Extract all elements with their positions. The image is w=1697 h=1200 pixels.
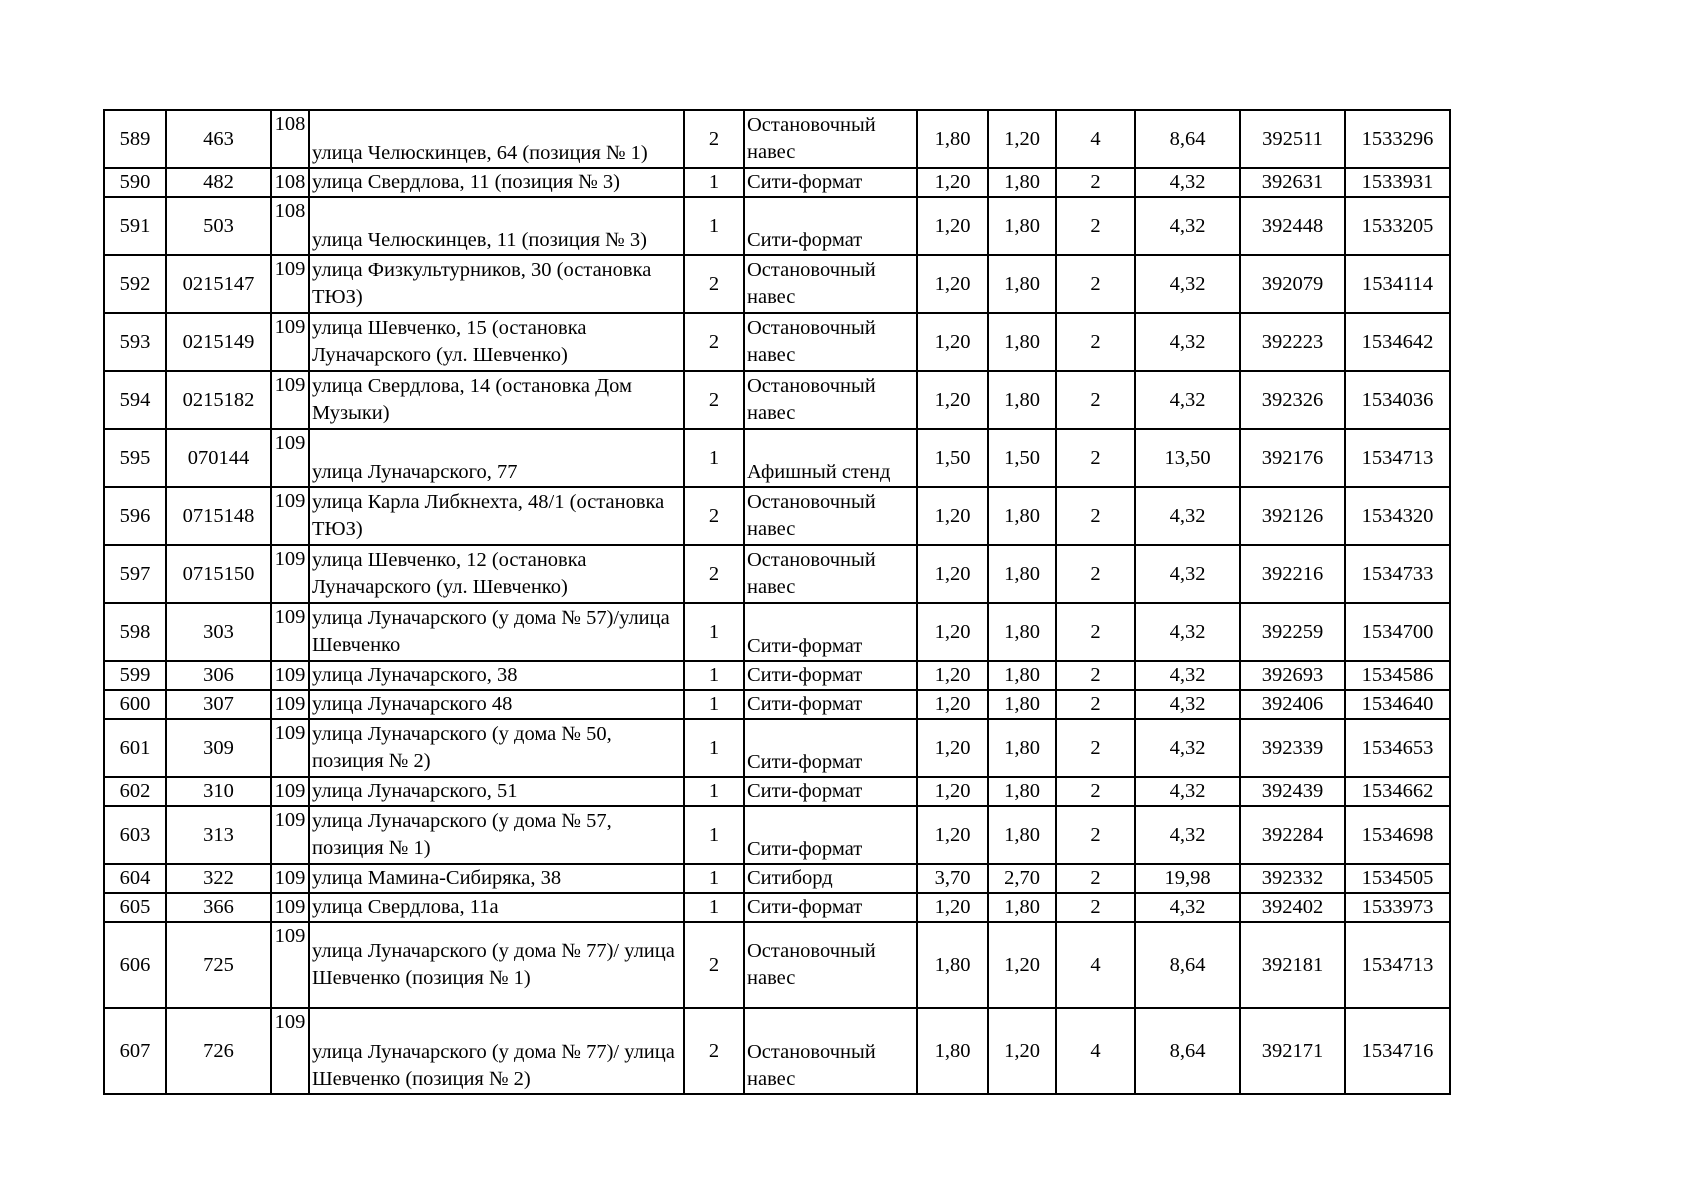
zone-number: 109 [271, 893, 309, 922]
area-value: 4,32 [1135, 719, 1240, 777]
height-value: 1,80 [988, 313, 1056, 371]
coord-y: 1534640 [1345, 690, 1450, 719]
table-row [104, 922, 1450, 1008]
data-table [103, 109, 1451, 1095]
address-cell: улица Свердлова, 11 (позиция № 3) [309, 168, 684, 197]
coord-y: 1534698 [1345, 806, 1450, 864]
sides-count: 1 [684, 690, 744, 719]
width-value: 1,80 [917, 1008, 988, 1094]
row-number: 593 [104, 313, 166, 371]
area-value: 4,32 [1135, 806, 1240, 864]
width-value: 1,20 [917, 893, 988, 922]
zone-number: 108 [271, 197, 309, 255]
table-row [104, 777, 1450, 806]
height-value: 1,80 [988, 487, 1056, 545]
sides-count: 1 [684, 603, 744, 661]
coord-x: 392181 [1240, 922, 1345, 1008]
surfaces-count: 2 [1056, 864, 1135, 893]
coord-y: 1534662 [1345, 777, 1450, 806]
coord-x: 392339 [1240, 719, 1345, 777]
address-cell: улица Луначарского, 77 [309, 429, 684, 487]
construction-type: Афишный стенд [744, 429, 917, 487]
area-value: 4,32 [1135, 603, 1240, 661]
construction-type: Сити-формат [744, 777, 917, 806]
area-value: 4,32 [1135, 371, 1240, 429]
width-value: 1,20 [917, 661, 988, 690]
height-value: 1,80 [988, 893, 1056, 922]
coord-x: 392402 [1240, 893, 1345, 922]
address-cell: улица Луначарского (у дома № 57)/улица Шевченко [309, 603, 684, 661]
sides-count: 2 [684, 922, 744, 1008]
zone-number: 109 [271, 371, 309, 429]
coord-x: 392216 [1240, 545, 1345, 603]
zone-number: 109 [271, 255, 309, 313]
sides-count: 2 [684, 313, 744, 371]
sides-count: 1 [684, 777, 744, 806]
surfaces-count: 2 [1056, 197, 1135, 255]
zone-number: 109 [271, 719, 309, 777]
table-row [104, 719, 1450, 777]
height-value: 1,20 [988, 1008, 1056, 1094]
table-row [104, 864, 1450, 893]
coord-x: 392511 [1240, 110, 1345, 168]
row-number: 598 [104, 603, 166, 661]
width-value: 1,20 [917, 371, 988, 429]
row-number: 594 [104, 371, 166, 429]
table-row [104, 255, 1450, 313]
surfaces-count: 4 [1056, 1008, 1135, 1094]
table-row [104, 806, 1450, 864]
height-value: 1,20 [988, 110, 1056, 168]
construction-type: Остановочный навес [744, 922, 917, 1008]
table-row [104, 313, 1450, 371]
coord-y: 1534733 [1345, 545, 1450, 603]
width-value: 1,20 [917, 806, 988, 864]
surfaces-count: 2 [1056, 661, 1135, 690]
address-cell: улица Физкультурников, 30 (остановка ТЮЗ) [309, 255, 684, 313]
coord-y: 1533205 [1345, 197, 1450, 255]
row-number: 603 [104, 806, 166, 864]
sides-count: 2 [684, 487, 744, 545]
table-row [104, 603, 1450, 661]
zone-number: 109 [271, 806, 309, 864]
sides-count: 1 [684, 197, 744, 255]
row-number: 605 [104, 893, 166, 922]
width-value: 1,20 [917, 719, 988, 777]
coord-y: 1533931 [1345, 168, 1450, 197]
row-number: 591 [104, 197, 166, 255]
coord-y: 1534036 [1345, 371, 1450, 429]
width-value: 1,20 [917, 313, 988, 371]
sides-count: 1 [684, 661, 744, 690]
object-code: 463 [166, 110, 271, 168]
coord-y: 1534505 [1345, 864, 1450, 893]
height-value: 2,70 [988, 864, 1056, 893]
surfaces-count: 2 [1056, 806, 1135, 864]
object-code: 0215182 [166, 371, 271, 429]
height-value: 1,80 [988, 545, 1056, 603]
row-number: 597 [104, 545, 166, 603]
area-value: 13,50 [1135, 429, 1240, 487]
coord-x: 392176 [1240, 429, 1345, 487]
zone-number: 109 [271, 545, 309, 603]
address-cell: улица Луначарского (у дома № 50, позиция № 2) [309, 719, 684, 777]
coord-x: 392259 [1240, 603, 1345, 661]
coord-x: 392693 [1240, 661, 1345, 690]
zone-number: 108 [271, 168, 309, 197]
coord-y: 1533973 [1345, 893, 1450, 922]
height-value: 1,80 [988, 777, 1056, 806]
height-value: 1,80 [988, 197, 1056, 255]
object-code: 313 [166, 806, 271, 864]
coord-y: 1533296 [1345, 110, 1450, 168]
coord-y: 1534700 [1345, 603, 1450, 661]
area-value: 19,98 [1135, 864, 1240, 893]
sides-count: 2 [684, 1008, 744, 1094]
surfaces-count: 2 [1056, 777, 1135, 806]
height-value: 1,20 [988, 922, 1056, 1008]
area-value: 8,64 [1135, 922, 1240, 1008]
row-number: 592 [104, 255, 166, 313]
area-value: 4,32 [1135, 197, 1240, 255]
coord-x: 392079 [1240, 255, 1345, 313]
table-row [104, 690, 1450, 719]
construction-type: Остановочный навес [744, 487, 917, 545]
table-row [104, 661, 1450, 690]
surfaces-count: 2 [1056, 603, 1135, 661]
surfaces-count: 2 [1056, 893, 1135, 922]
coord-x: 392126 [1240, 487, 1345, 545]
zone-number: 109 [271, 661, 309, 690]
coord-y: 1534713 [1345, 429, 1450, 487]
height-value: 1,80 [988, 255, 1056, 313]
construction-type: Остановочный навес [744, 1008, 917, 1094]
table-row [104, 110, 1450, 168]
address-cell: улица Луначарского, 51 [309, 777, 684, 806]
object-code: 503 [166, 197, 271, 255]
row-number: 589 [104, 110, 166, 168]
construction-type: Сити-формат [744, 690, 917, 719]
height-value: 1,80 [988, 603, 1056, 661]
surfaces-count: 4 [1056, 922, 1135, 1008]
row-number: 606 [104, 922, 166, 1008]
area-value: 4,32 [1135, 893, 1240, 922]
height-value: 1,80 [988, 371, 1056, 429]
area-value: 8,64 [1135, 1008, 1240, 1094]
height-value: 1,80 [988, 719, 1056, 777]
surfaces-count: 2 [1056, 487, 1135, 545]
table-row [104, 168, 1450, 197]
area-value: 4,32 [1135, 661, 1240, 690]
zone-number: 109 [271, 429, 309, 487]
surfaces-count: 2 [1056, 545, 1135, 603]
object-code: 309 [166, 719, 271, 777]
address-cell: улица Свердлова, 14 (остановка Дом Музыки) [309, 371, 684, 429]
height-value: 1,80 [988, 661, 1056, 690]
surfaces-count: 2 [1056, 255, 1135, 313]
construction-type: Сити-формат [744, 661, 917, 690]
width-value: 1,20 [917, 487, 988, 545]
address-cell: улица Челюскинцев, 11 (позиция № 3) [309, 197, 684, 255]
object-code: 322 [166, 864, 271, 893]
row-number: 601 [104, 719, 166, 777]
zone-number: 109 [271, 777, 309, 806]
coord-y: 1534642 [1345, 313, 1450, 371]
zone-number: 109 [271, 690, 309, 719]
construction-type: Сити-формат [744, 893, 917, 922]
construction-type: Остановочный навес [744, 371, 917, 429]
row-number: 600 [104, 690, 166, 719]
width-value: 1,80 [917, 922, 988, 1008]
object-code: 310 [166, 777, 271, 806]
sides-count: 1 [684, 864, 744, 893]
address-cell: улица Луначарского, 38 [309, 661, 684, 690]
zone-number: 109 [271, 487, 309, 545]
coord-y: 1534114 [1345, 255, 1450, 313]
surfaces-count: 2 [1056, 168, 1135, 197]
width-value: 1,80 [917, 110, 988, 168]
construction-type: Остановочный навес [744, 255, 917, 313]
address-cell: улица Шевченко, 15 (остановка Луначарского (ул. Шевченко) [309, 313, 684, 371]
coord-x: 392171 [1240, 1008, 1345, 1094]
width-value: 1,20 [917, 255, 988, 313]
coord-y: 1534713 [1345, 922, 1450, 1008]
table-row [104, 197, 1450, 255]
sides-count: 1 [684, 168, 744, 197]
object-code: 307 [166, 690, 271, 719]
sides-count: 2 [684, 545, 744, 603]
object-code: 0215147 [166, 255, 271, 313]
area-value: 8,64 [1135, 110, 1240, 168]
row-number: 599 [104, 661, 166, 690]
width-value: 3,70 [917, 864, 988, 893]
coord-x: 392326 [1240, 371, 1345, 429]
surfaces-count: 2 [1056, 371, 1135, 429]
construction-type: Сити-формат [744, 806, 917, 864]
width-value: 1,20 [917, 545, 988, 603]
width-value: 1,20 [917, 197, 988, 255]
coord-y: 1534653 [1345, 719, 1450, 777]
coord-x: 392284 [1240, 806, 1345, 864]
width-value: 1,20 [917, 603, 988, 661]
sides-count: 1 [684, 429, 744, 487]
width-value: 1,20 [917, 777, 988, 806]
object-code: 0715150 [166, 545, 271, 603]
object-code: 070144 [166, 429, 271, 487]
surfaces-count: 4 [1056, 110, 1135, 168]
address-cell: улица Шевченко, 12 (остановка Луначарского (ул. Шевченко) [309, 545, 684, 603]
width-value: 1,20 [917, 168, 988, 197]
sides-count: 1 [684, 893, 744, 922]
surfaces-count: 2 [1056, 690, 1135, 719]
area-value: 4,32 [1135, 255, 1240, 313]
row-number: 604 [104, 864, 166, 893]
sides-count: 1 [684, 719, 744, 777]
area-value: 4,32 [1135, 168, 1240, 197]
construction-type: Сити-формат [744, 168, 917, 197]
construction-type: Сити-формат [744, 603, 917, 661]
address-cell: улица Челюскинцев, 64 (позиция № 1) [309, 110, 684, 168]
object-code: 303 [166, 603, 271, 661]
object-code: 482 [166, 168, 271, 197]
coord-y: 1534586 [1345, 661, 1450, 690]
surfaces-count: 2 [1056, 429, 1135, 487]
coord-x: 392332 [1240, 864, 1345, 893]
area-value: 4,32 [1135, 690, 1240, 719]
table-row [104, 545, 1450, 603]
area-value: 4,32 [1135, 545, 1240, 603]
table-row [104, 893, 1450, 922]
address-cell: улица Карла Либкнехта, 48/1 (остановка ТЮЗ) [309, 487, 684, 545]
zone-number: 108 [271, 110, 309, 168]
table-body [104, 110, 1450, 1094]
surfaces-count: 2 [1056, 719, 1135, 777]
area-value: 4,32 [1135, 313, 1240, 371]
sides-count: 1 [684, 806, 744, 864]
object-code: 726 [166, 1008, 271, 1094]
coord-x: 392448 [1240, 197, 1345, 255]
row-number: 596 [104, 487, 166, 545]
object-code: 0215149 [166, 313, 271, 371]
object-code: 306 [166, 661, 271, 690]
table-row [104, 1008, 1450, 1094]
zone-number: 109 [271, 922, 309, 1008]
row-number: 595 [104, 429, 166, 487]
sides-count: 2 [684, 371, 744, 429]
zone-number: 109 [271, 1008, 309, 1094]
address-cell: улица Свердлова, 11а [309, 893, 684, 922]
construction-type: Сити-формат [744, 719, 917, 777]
construction-type: Остановочный навес [744, 110, 917, 168]
area-value: 4,32 [1135, 487, 1240, 545]
coord-x: 392439 [1240, 777, 1345, 806]
height-value: 1,50 [988, 429, 1056, 487]
address-cell: улица Луначарского 48 [309, 690, 684, 719]
construction-type: Сити-формат [744, 197, 917, 255]
height-value: 1,80 [988, 168, 1056, 197]
coord-y: 1534716 [1345, 1008, 1450, 1094]
table-row [104, 487, 1450, 545]
address-cell: улица Мамина-Сибиряка, 38 [309, 864, 684, 893]
construction-type: Остановочный навес [744, 313, 917, 371]
table-row [104, 371, 1450, 429]
zone-number: 109 [271, 864, 309, 893]
object-code: 725 [166, 922, 271, 1008]
coord-x: 392631 [1240, 168, 1345, 197]
construction-type: Остановочный навес [744, 545, 917, 603]
construction-type: Ситиборд [744, 864, 917, 893]
width-value: 1,50 [917, 429, 988, 487]
object-code: 366 [166, 893, 271, 922]
zone-number: 109 [271, 313, 309, 371]
address-cell: улица Луначарского (у дома № 77)/ улица Шевченко (позиция № 2) [309, 1008, 684, 1094]
table-row [104, 429, 1450, 487]
area-value: 4,32 [1135, 777, 1240, 806]
address-cell: улица Луначарского (у дома № 57, позиция № 1) [309, 806, 684, 864]
sides-count: 2 [684, 110, 744, 168]
row-number: 602 [104, 777, 166, 806]
coord-x: 392406 [1240, 690, 1345, 719]
surfaces-count: 2 [1056, 313, 1135, 371]
row-number: 607 [104, 1008, 166, 1094]
width-value: 1,20 [917, 690, 988, 719]
height-value: 1,80 [988, 806, 1056, 864]
coord-x: 392223 [1240, 313, 1345, 371]
sides-count: 2 [684, 255, 744, 313]
object-code: 0715148 [166, 487, 271, 545]
zone-number: 109 [271, 603, 309, 661]
coord-y: 1534320 [1345, 487, 1450, 545]
row-number: 590 [104, 168, 166, 197]
address-cell: улица Луначарского (у дома № 77)/ улица Шевченко (позиция № 1) [309, 922, 684, 1008]
height-value: 1,80 [988, 690, 1056, 719]
